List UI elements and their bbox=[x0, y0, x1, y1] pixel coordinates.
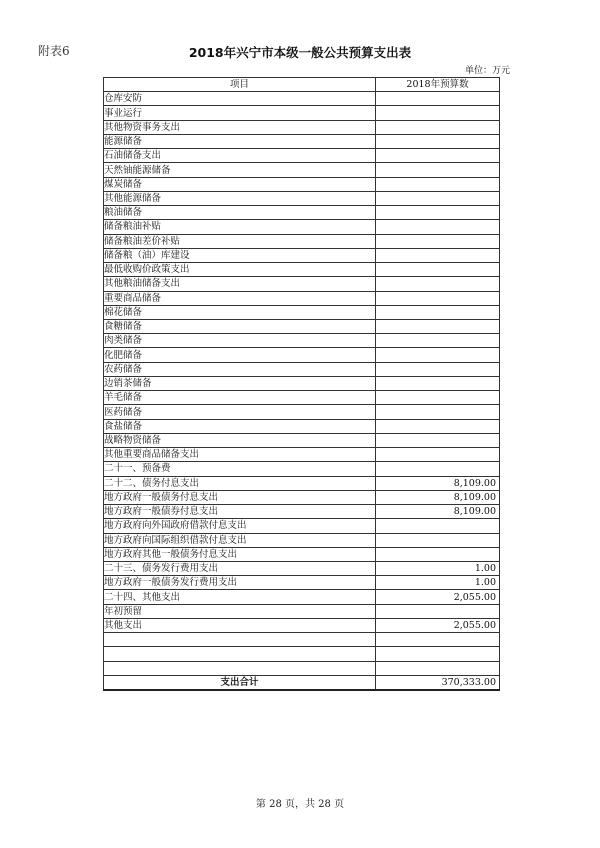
table-row bbox=[104, 191, 500, 205]
table-row bbox=[104, 490, 500, 504]
table-row bbox=[104, 405, 500, 419]
row-label: 医药储备 bbox=[104, 405, 376, 419]
table-row bbox=[104, 533, 500, 547]
row-label: 其他粮油储备支出 bbox=[104, 277, 376, 291]
table-row bbox=[104, 334, 500, 348]
row-amount bbox=[376, 305, 500, 319]
row-amount: 1.00 bbox=[376, 561, 500, 575]
row-amount bbox=[376, 419, 500, 433]
row-label: 最低收购价政策支出 bbox=[104, 263, 376, 277]
table-row bbox=[104, 561, 500, 575]
row-label: 地方政府向外国政府借款付息支出 bbox=[104, 519, 376, 533]
row-amount bbox=[376, 547, 500, 561]
row-label: 地方政府向国际组织借款付息支出 bbox=[104, 533, 376, 547]
total-row bbox=[104, 675, 500, 690]
row-amount bbox=[376, 647, 500, 661]
table-row bbox=[104, 505, 500, 519]
row-label: 储备粮（油）库建设 bbox=[104, 248, 376, 262]
row-label: 其他重要商品储备支出 bbox=[104, 448, 376, 462]
row-amount: 8,109.00 bbox=[376, 505, 500, 519]
row-label: 农药储备 bbox=[104, 362, 376, 376]
header-item: 项目 bbox=[104, 78, 376, 92]
page-footer: 第 28 页，共 28 页 bbox=[255, 799, 345, 810]
table-row bbox=[104, 647, 500, 661]
table-row bbox=[104, 618, 500, 632]
row-label: 地方政府一般债务付息支出 bbox=[104, 490, 376, 504]
row-label: 其他能源储备 bbox=[104, 191, 376, 205]
row-label: 石油储备支出 bbox=[104, 149, 376, 163]
total-amount: 370,333.00 bbox=[376, 675, 500, 690]
row-amount bbox=[376, 604, 500, 618]
row-label: 边销茶储备 bbox=[104, 376, 376, 390]
row-label: 事业运行 bbox=[104, 106, 376, 120]
row-amount bbox=[376, 106, 500, 120]
table-row bbox=[104, 177, 500, 191]
row-amount bbox=[376, 348, 500, 362]
row-amount bbox=[376, 191, 500, 205]
table-row bbox=[104, 163, 500, 177]
table-row bbox=[104, 220, 500, 234]
row-label: 二十三、债务发行费用支出 bbox=[104, 561, 376, 575]
row-label: 地方政府其他一般债务付息支出 bbox=[104, 547, 376, 561]
table-row bbox=[104, 419, 500, 433]
row-label: 能源储备 bbox=[104, 134, 376, 148]
total-label: 支出合计 bbox=[104, 675, 376, 690]
table-row bbox=[104, 391, 500, 405]
table-row bbox=[104, 576, 500, 590]
row-amount bbox=[376, 362, 500, 376]
row-amount bbox=[376, 433, 500, 447]
row-label: 二十二、债务付息支出 bbox=[104, 476, 376, 490]
row-amount: 8,109.00 bbox=[376, 490, 500, 504]
row-amount bbox=[376, 134, 500, 148]
row-label: 煤炭储备 bbox=[104, 177, 376, 191]
row-label: 化肥储备 bbox=[104, 348, 376, 362]
row-amount: 1.00 bbox=[376, 576, 500, 590]
row-amount bbox=[376, 263, 500, 277]
row-amount bbox=[376, 633, 500, 647]
row-label: 食糖储备 bbox=[104, 319, 376, 333]
row-amount bbox=[376, 448, 500, 462]
row-label: 仓库安防 bbox=[104, 92, 376, 106]
row-amount bbox=[376, 163, 500, 177]
table-row bbox=[104, 248, 500, 262]
row-amount bbox=[376, 376, 500, 390]
row-label: 储备粮油差价补贴 bbox=[104, 234, 376, 248]
row-label: 粮油储备 bbox=[104, 206, 376, 220]
row-label: 其他物资事务支出 bbox=[104, 120, 376, 134]
row-label: 棉花储备 bbox=[104, 305, 376, 319]
row-label bbox=[104, 661, 376, 675]
table-row bbox=[104, 462, 500, 476]
row-label: 储备粮油补贴 bbox=[104, 220, 376, 234]
table-header-row bbox=[104, 78, 500, 92]
row-label: 肉类储备 bbox=[104, 334, 376, 348]
row-label: 天然铀能源储备 bbox=[104, 163, 376, 177]
table-row bbox=[104, 206, 500, 220]
row-amount bbox=[376, 533, 500, 547]
row-label: 羊毛储备 bbox=[104, 391, 376, 405]
table-row bbox=[104, 448, 500, 462]
table-row bbox=[104, 348, 500, 362]
table-row bbox=[104, 376, 500, 390]
page-title: 2018年兴宁市本级一般公共预算支出表 bbox=[188, 45, 412, 60]
row-amount bbox=[376, 120, 500, 134]
attachment-label: 附表6 bbox=[38, 44, 70, 58]
row-label: 二十一、预备费 bbox=[104, 462, 376, 476]
table-row bbox=[104, 433, 500, 447]
table-row bbox=[104, 291, 500, 305]
row-amount bbox=[376, 391, 500, 405]
table-row bbox=[104, 476, 500, 490]
row-amount bbox=[376, 661, 500, 675]
row-amount bbox=[376, 319, 500, 333]
table-row bbox=[104, 277, 500, 291]
table-row bbox=[104, 106, 500, 120]
budget-table bbox=[103, 77, 500, 691]
row-amount bbox=[376, 291, 500, 305]
header-amount: 2018年预算数 bbox=[376, 78, 500, 92]
row-label: 二十四、其他支出 bbox=[104, 590, 376, 604]
row-amount: 2,055.00 bbox=[376, 618, 500, 632]
row-amount bbox=[376, 248, 500, 262]
row-label: 重要商品储备 bbox=[104, 291, 376, 305]
table-row bbox=[104, 519, 500, 533]
row-amount bbox=[376, 220, 500, 234]
table-row bbox=[104, 661, 500, 675]
row-amount bbox=[376, 405, 500, 419]
row-amount bbox=[376, 149, 500, 163]
row-label bbox=[104, 633, 376, 647]
row-label: 战略物资储备 bbox=[104, 433, 376, 447]
table-row bbox=[104, 604, 500, 618]
table-row bbox=[104, 305, 500, 319]
row-label: 其他支出 bbox=[104, 618, 376, 632]
row-label: 地方政府一般债务发行费用支出 bbox=[104, 576, 376, 590]
row-label: 食盐储备 bbox=[104, 419, 376, 433]
table-row bbox=[104, 319, 500, 333]
table-row bbox=[104, 362, 500, 376]
row-amount bbox=[376, 234, 500, 248]
row-amount bbox=[376, 462, 500, 476]
row-amount bbox=[376, 519, 500, 533]
row-amount bbox=[376, 277, 500, 291]
row-label bbox=[104, 647, 376, 661]
table-row bbox=[104, 590, 500, 604]
table-row bbox=[104, 263, 500, 277]
row-label: 地方政府一般债券付息支出 bbox=[104, 505, 376, 519]
unit-label: 单位：万元 bbox=[464, 66, 510, 76]
table-row bbox=[104, 234, 500, 248]
row-amount bbox=[376, 177, 500, 191]
row-amount: 2,055.00 bbox=[376, 590, 500, 604]
row-label: 年初预留 bbox=[104, 604, 376, 618]
table-row bbox=[104, 547, 500, 561]
row-amount bbox=[376, 92, 500, 106]
table-row bbox=[104, 149, 500, 163]
table-row bbox=[104, 92, 500, 106]
row-amount: 8,109.00 bbox=[376, 476, 500, 490]
row-amount bbox=[376, 334, 500, 348]
row-amount bbox=[376, 206, 500, 220]
table-row bbox=[104, 134, 500, 148]
table-row bbox=[104, 633, 500, 647]
table-row bbox=[104, 120, 500, 134]
